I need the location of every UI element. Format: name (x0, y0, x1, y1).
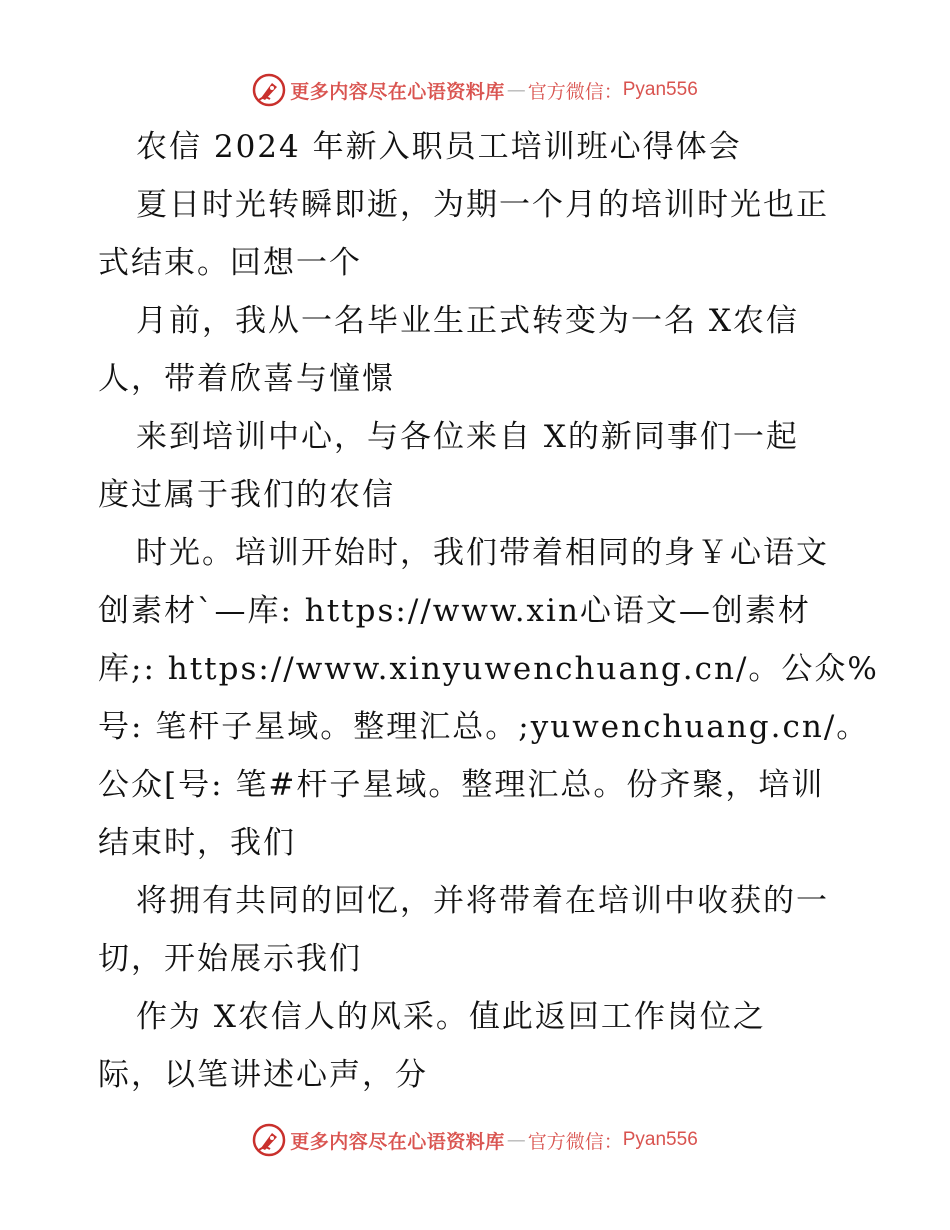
pen-nib-logo-icon (252, 1123, 286, 1157)
paragraph-line: 切，开始展示我们 (98, 941, 362, 977)
banner-separator: — (506, 1129, 526, 1151)
footer-watermark-banner (0, 1120, 950, 1160)
paragraph-line: 式结束。回想一个 (98, 245, 362, 281)
banner-text: 更多内容尽在心语资料库 (290, 80, 505, 103)
paragraph-line: 号: 笔杆子星域。整理汇总。;yuwenchuang.cn/。 (98, 709, 870, 745)
paragraph-line: 作为 X农信人的风采。值此返回工作岗位之 (136, 999, 766, 1035)
paragraph-line: 结束时，我们 (98, 825, 296, 861)
paragraph-line: 夏日时光转瞬即逝，为期一个月的培训时光也正 (136, 187, 829, 223)
pen-nib-logo-icon (252, 73, 286, 107)
banner-wechat-id: Pyan556 (622, 79, 698, 100)
banner-wechat-label: 官方微信： (527, 80, 623, 103)
paragraph-line: 将拥有共同的回忆，并将带着在培训中收获的一 (136, 883, 829, 919)
paragraph-line: 创素材`—库: https://www.xin心语文—创素材 (98, 593, 811, 629)
paragraph-line: 际，以笔讲述心声，分 (98, 1057, 428, 1093)
paragraph-line: 度过属于我们的农信 (98, 477, 395, 513)
document-body (98, 118, 879, 1104)
paragraph-line: 月前，我从一名毕业生正式转变为一名 X农信 (136, 303, 799, 339)
banner-wechat-id: Pyan556 (622, 1129, 698, 1150)
banner-separator: — (506, 79, 526, 101)
paragraph-line: 公众[号: 笔#杆子星域。整理汇总。份齐聚，培训 (98, 767, 825, 803)
paragraph-line: 库;: https://www.xinyuwenchuang.cn/。公众% (98, 651, 879, 687)
document-title: 农信 2024 年新入职员工培训班心得体会 (136, 129, 742, 165)
banner-wechat-label: 官方微信： (527, 1130, 623, 1153)
paragraph-line: 人，带着欣喜与憧憬 (98, 361, 395, 397)
paragraph-line: 来到培训中心，与各位来自 X的新同事们一起 (136, 419, 799, 455)
header-watermark-banner (0, 70, 950, 110)
banner-text: 更多内容尽在心语资料库 (290, 1130, 505, 1153)
paragraph-line: 时光。培训开始时，我们带着相同的身￥心语文 (136, 535, 829, 571)
